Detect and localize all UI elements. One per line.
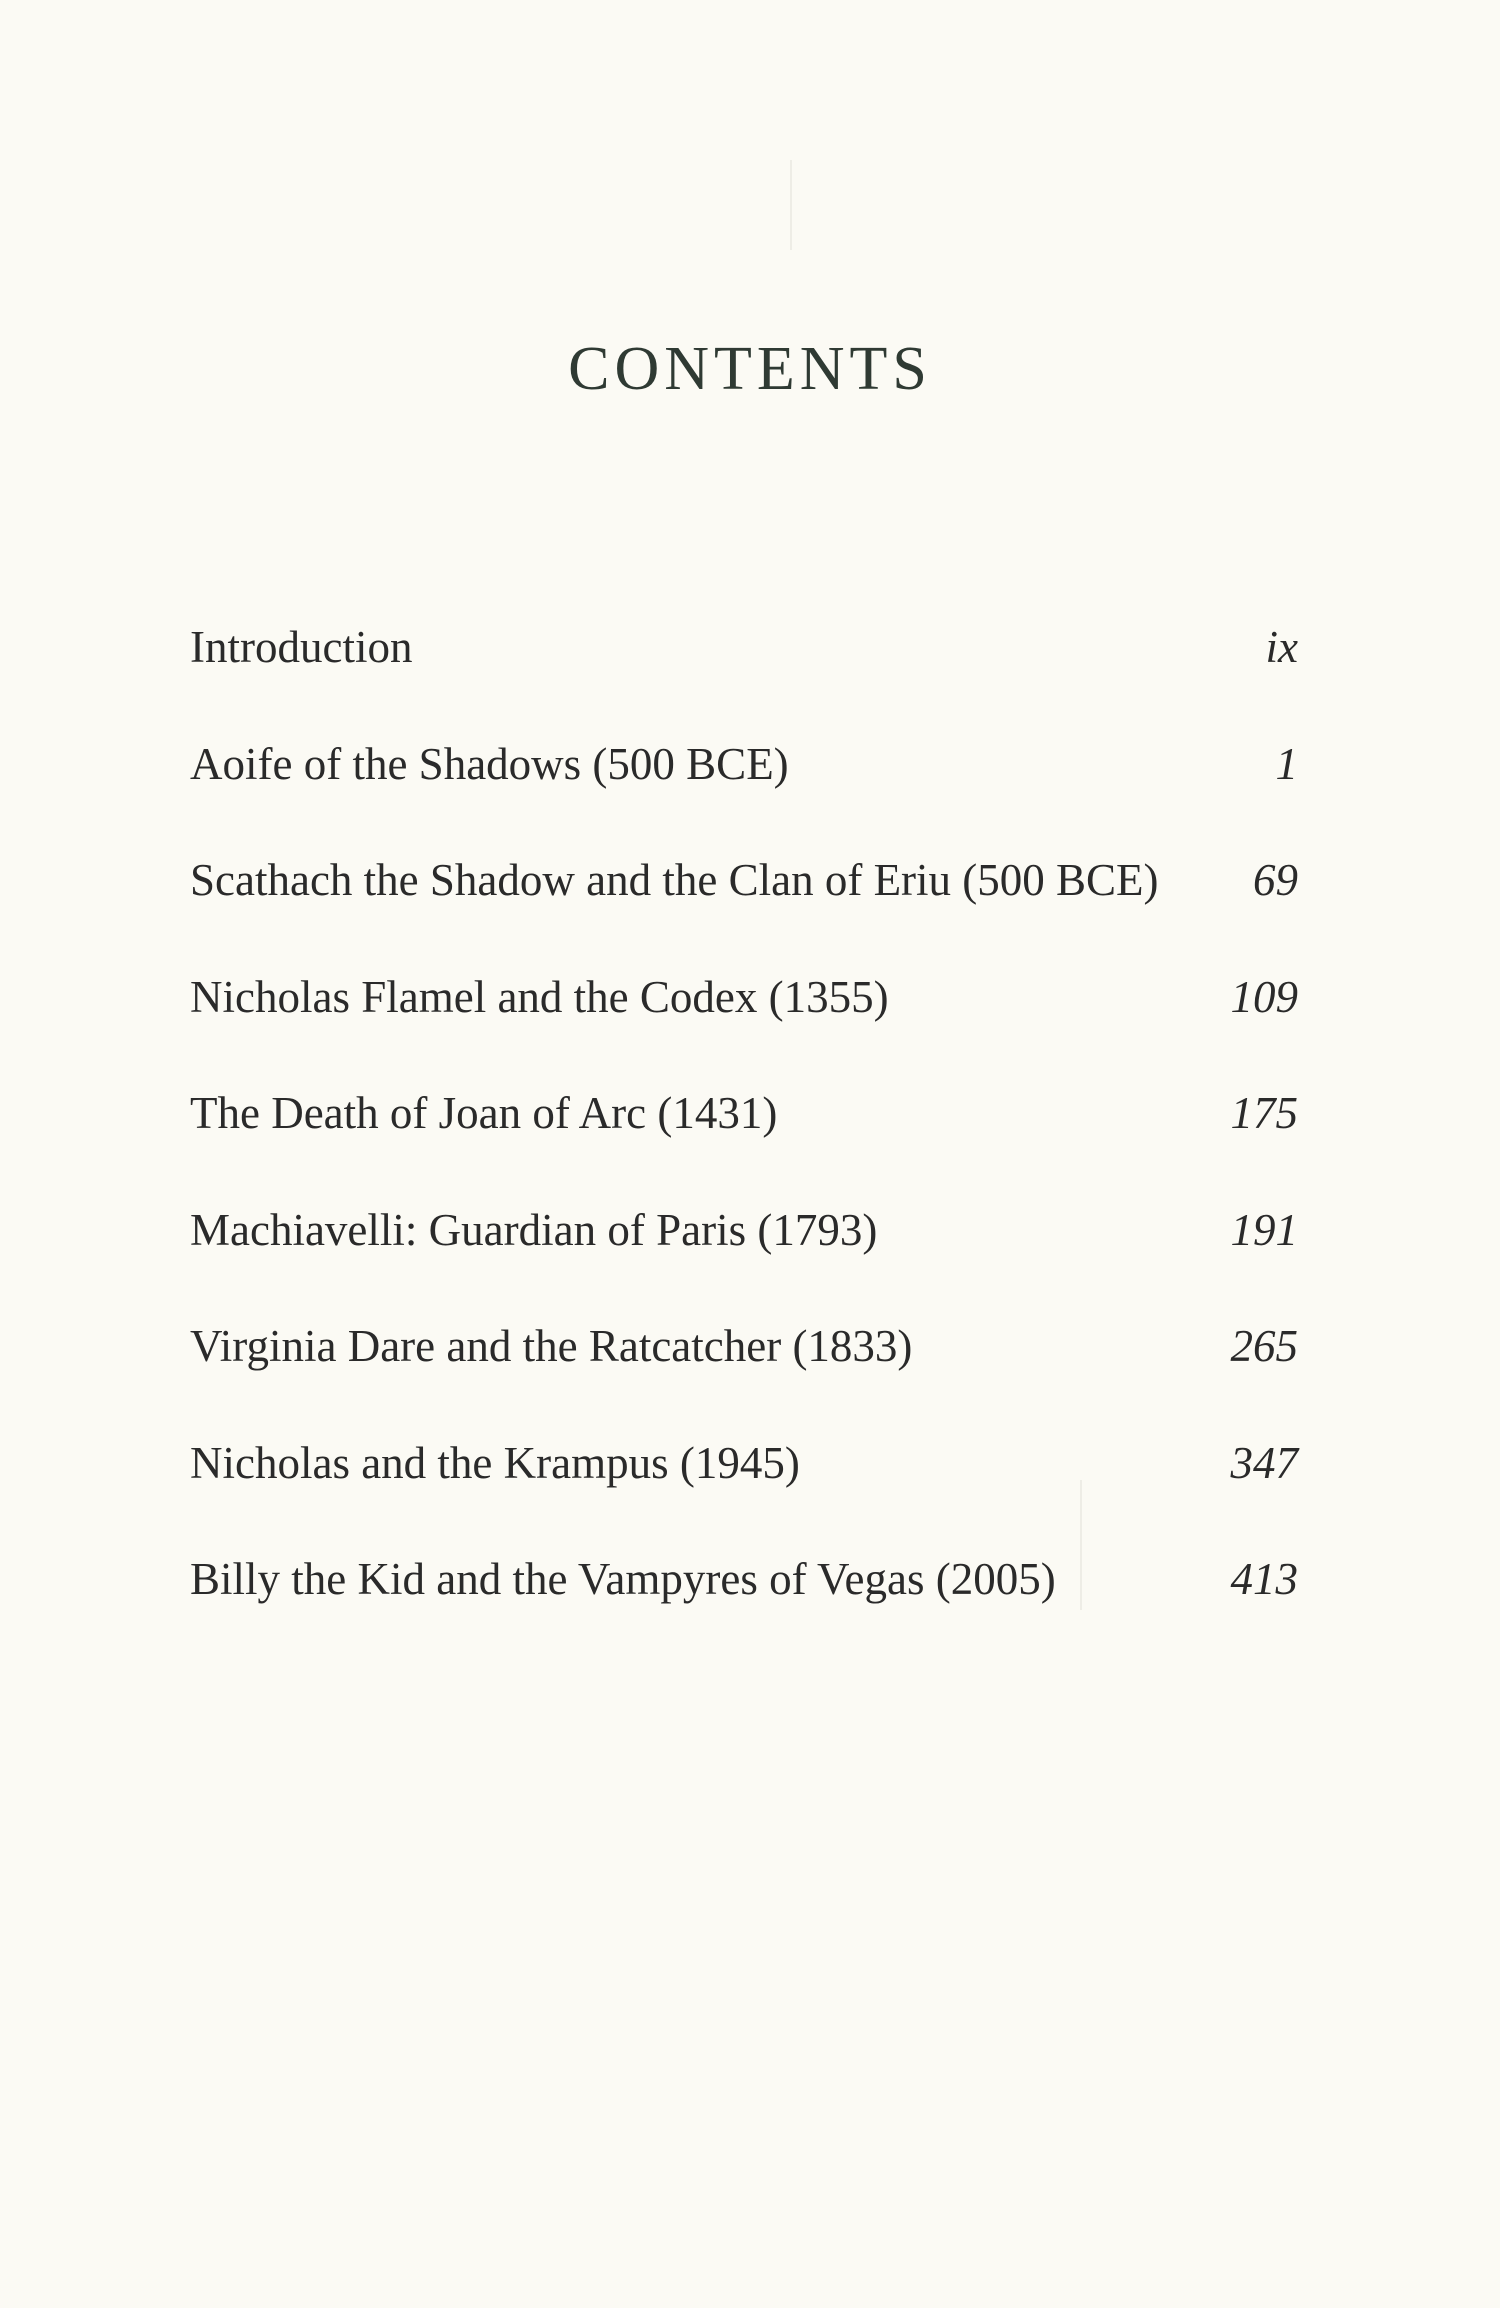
page-title: CONTENTS bbox=[568, 335, 932, 403]
toc-entry[interactable] bbox=[190, 1086, 1298, 1203]
toc-entry-page: 413 bbox=[1230, 1554, 1298, 1604]
toc-entry-title: Nicholas Flamel and the Codex (1355) bbox=[190, 971, 889, 1022]
toc-entry[interactable] bbox=[190, 737, 1298, 854]
toc-entry[interactable] bbox=[190, 853, 1298, 970]
toc-entry-title: Nicholas and the Krampus (1945) bbox=[190, 1437, 800, 1488]
toc-entry-page: 175 bbox=[1230, 1088, 1298, 1138]
toc-entry-title: The Death of Joan of Arc (1431) bbox=[190, 1088, 778, 1138]
toc-entry-title: Machiavelli: Guardian of Paris (1793) bbox=[190, 1204, 878, 1255]
toc-entry-title: Introduction bbox=[190, 622, 413, 672]
toc-entry-page: 265 bbox=[1230, 1321, 1298, 1371]
toc-entry-page: 347 bbox=[1230, 1437, 1298, 1488]
toc-entry-page: 69 bbox=[1253, 855, 1298, 905]
toc-entry-page: 109 bbox=[1230, 971, 1298, 1022]
toc-entry[interactable] bbox=[190, 970, 1298, 1087]
toc-entry-title: Billy the Kid and the Vampyres of Vegas (2005) bbox=[190, 1554, 1056, 1604]
table-of-contents bbox=[190, 620, 1298, 1669]
toc-entry-page: 191 bbox=[1230, 1204, 1298, 1255]
toc-entry[interactable] bbox=[190, 1552, 1298, 1669]
toc-entry[interactable] bbox=[190, 1319, 1298, 1436]
toc-entry-page: 1 bbox=[1275, 738, 1298, 789]
toc-entry[interactable] bbox=[190, 1203, 1298, 1320]
toc-entry-title: Aoife of the Shadows (500 BCE) bbox=[190, 738, 789, 789]
toc-entry[interactable] bbox=[190, 620, 1298, 737]
toc-entry-page: ix bbox=[1265, 622, 1298, 672]
scan-mark bbox=[790, 160, 792, 250]
toc-entry[interactable] bbox=[190, 1436, 1298, 1553]
toc-entry-title: Virginia Dare and the Ratcatcher (1833) bbox=[190, 1321, 913, 1371]
toc-entry-title: Scathach the Shadow and the Clan of Eriu (500 BCE) bbox=[190, 855, 1159, 905]
